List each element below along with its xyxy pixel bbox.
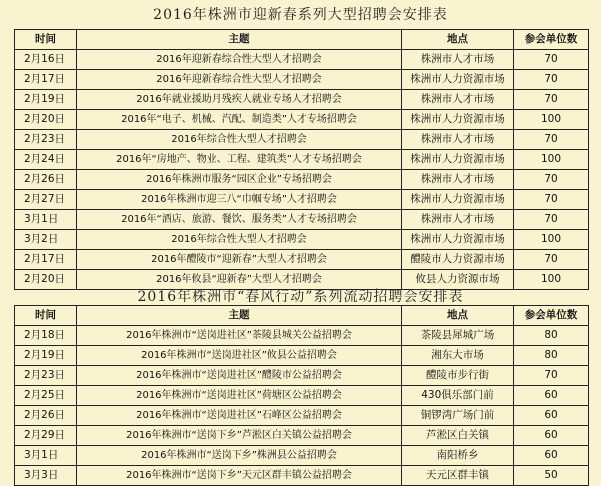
cell-count: 60 bbox=[514, 446, 589, 466]
cell-date: 3月1日 bbox=[15, 446, 77, 466]
cell-count: 60 bbox=[514, 426, 589, 446]
table-row bbox=[15, 446, 589, 466]
cell-theme: 2016年迎新春综合性大型人才招聘会 bbox=[77, 70, 402, 90]
new-year-schedule-table bbox=[14, 29, 589, 290]
cell-date: 2月29日 bbox=[15, 426, 77, 446]
section-title-new-year: 2016年株洲市迎新春系列大型招聘会安排表 bbox=[153, 7, 448, 23]
table-row bbox=[15, 386, 589, 406]
cell-count: 70 bbox=[514, 70, 589, 90]
cell-count: 70 bbox=[514, 50, 589, 70]
table-row bbox=[15, 346, 589, 366]
cell-count: 80 bbox=[514, 346, 589, 366]
cell-date: 3月1日 bbox=[15, 210, 77, 230]
cell-count: 80 bbox=[514, 326, 589, 346]
header-location: 地点 bbox=[402, 30, 514, 50]
cell-date: 2月25日 bbox=[15, 386, 77, 406]
cell-theme: 2016年综合性大型人才招聘会 bbox=[77, 230, 402, 250]
cell-count: 100 bbox=[514, 230, 589, 250]
cell-theme: 2016年攸县“迎新春”大型人才招聘会 bbox=[77, 270, 402, 290]
cell-location: 天元区群丰镇 bbox=[402, 466, 514, 486]
cell-theme: 2016年株洲市服务“园区企业”专场招聘会 bbox=[77, 170, 402, 190]
cell-theme: 2016年株洲市迎三八“巾帼专场”人才招聘会 bbox=[77, 190, 402, 210]
table-row bbox=[15, 326, 589, 346]
cell-count: 70 bbox=[514, 366, 589, 386]
cell-date: 3月2日 bbox=[15, 230, 77, 250]
cell-count: 100 bbox=[514, 150, 589, 170]
cell-count: 70 bbox=[514, 190, 589, 210]
cell-location: 醴陵市人力资源市场 bbox=[402, 250, 514, 270]
cell-theme: 2016年就业援助月残疾人就业专场人才招聘会 bbox=[77, 90, 402, 110]
cell-date: 2月16日 bbox=[15, 50, 77, 70]
cell-count: 60 bbox=[514, 386, 589, 406]
cell-location: 株洲市人才市场 bbox=[402, 50, 514, 70]
cell-count: 100 bbox=[514, 270, 589, 290]
table-row bbox=[15, 250, 589, 270]
cell-count: 100 bbox=[514, 110, 589, 130]
table-row bbox=[15, 210, 589, 230]
table-body bbox=[15, 50, 589, 290]
cell-date: 2月26日 bbox=[15, 406, 77, 426]
section-title-spring-breeze: 2016年株洲市“春风行动”系列流动招聘会安排表 bbox=[137, 289, 464, 305]
cell-date: 2月17日 bbox=[15, 70, 77, 90]
cell-location: 株洲市人力资源市场 bbox=[402, 150, 514, 170]
cell-count: 70 bbox=[514, 90, 589, 110]
cell-theme: 2016年“酒店、旅游、餐饮、服务类”人才专场招聘会 bbox=[77, 210, 402, 230]
cell-location: 南阳桥乡 bbox=[402, 446, 514, 466]
table-row bbox=[15, 230, 589, 250]
cell-location: 株洲市人才市场 bbox=[402, 130, 514, 150]
table-row bbox=[15, 70, 589, 90]
cell-theme: 2016年株洲市“送岗进社区”荷塘区公益招聘会 bbox=[77, 386, 402, 406]
cell-location: 株洲市人力资源市场 bbox=[402, 70, 514, 90]
header-location: 地点 bbox=[402, 306, 514, 326]
cell-count: 60 bbox=[514, 406, 589, 426]
cell-date: 2月20日 bbox=[15, 270, 77, 290]
table-row bbox=[15, 426, 589, 446]
cell-theme: 2016年醴陵市“迎新春”大型人才招聘会 bbox=[77, 250, 402, 270]
header-count: 参会单位数 bbox=[514, 306, 589, 326]
cell-location: 株洲市人才市场 bbox=[402, 170, 514, 190]
cell-theme: 2016年株洲市“送岗进社区”醴陵市公益招聘会 bbox=[77, 366, 402, 386]
cell-theme: 2016年株洲市“送岗进社区”石峰区公益招聘会 bbox=[77, 406, 402, 426]
cell-theme: 2016年株洲市“送岗下乡”天元区群丰镇公益招聘会 bbox=[77, 466, 402, 486]
cell-theme: 2016年“房地产、物业、工程、建筑类”人才专场招聘会 bbox=[77, 150, 402, 170]
cell-location: 430俱乐部门前 bbox=[402, 386, 514, 406]
cell-location: 株洲市人力资源市场 bbox=[402, 230, 514, 250]
cell-location: 株洲市人才市场 bbox=[402, 210, 514, 230]
cell-location: 醴陵市步行街 bbox=[402, 366, 514, 386]
table-row bbox=[15, 366, 589, 386]
table-row bbox=[15, 50, 589, 70]
table-row bbox=[15, 466, 589, 486]
cell-theme: 2016年迎新春综合性大型人才招聘会 bbox=[77, 50, 402, 70]
cell-count: 70 bbox=[514, 130, 589, 150]
cell-theme: 2016年株洲市“送岗下乡”株洲县公益招聘会 bbox=[77, 446, 402, 466]
cell-location: 茶陵县犀城广场 bbox=[402, 326, 514, 346]
cell-count: 70 bbox=[514, 170, 589, 190]
cell-location: 株洲市人才市场 bbox=[402, 90, 514, 110]
cell-theme: 2016年“电子、机械、汽配、制造类”人才专场招聘会 bbox=[77, 110, 402, 130]
cell-date: 2月26日 bbox=[15, 170, 77, 190]
cell-date: 2月24日 bbox=[15, 150, 77, 170]
cell-location: 芦淞区白关镇 bbox=[402, 426, 514, 446]
cell-date: 3月3日 bbox=[15, 466, 77, 486]
table-row bbox=[15, 190, 589, 210]
cell-date: 2月27日 bbox=[15, 190, 77, 210]
table-header-row bbox=[15, 306, 589, 326]
table-row bbox=[15, 150, 589, 170]
table-row bbox=[15, 406, 589, 426]
table-row bbox=[15, 130, 589, 150]
table-row bbox=[15, 110, 589, 130]
cell-location: 株洲市人力资源市场 bbox=[402, 110, 514, 130]
cell-date: 2月18日 bbox=[15, 326, 77, 346]
cell-location: 攸县人力资源市场 bbox=[402, 270, 514, 290]
header-theme: 主题 bbox=[77, 30, 402, 50]
cell-date: 2月19日 bbox=[15, 90, 77, 110]
header-date: 时间 bbox=[15, 30, 77, 50]
cell-date: 2月23日 bbox=[15, 130, 77, 150]
cell-theme: 2016年综合性大型人才招聘会 bbox=[77, 130, 402, 150]
cell-count: 50 bbox=[514, 466, 589, 486]
cell-date: 2月17日 bbox=[15, 250, 77, 270]
table-row bbox=[15, 90, 589, 110]
cell-location: 株洲市人力资源市场 bbox=[402, 190, 514, 210]
cell-date: 2月20日 bbox=[15, 110, 77, 130]
header-theme: 主题 bbox=[77, 306, 402, 326]
header-count: 参会单位数 bbox=[514, 30, 589, 50]
cell-theme: 2016年株洲市“送岗下乡”芦淞区白关镇公益招聘会 bbox=[77, 426, 402, 446]
cell-theme: 2016年株洲市“送岗进社区”茶陵县城关公益招聘会 bbox=[77, 326, 402, 346]
cell-count: 70 bbox=[514, 210, 589, 230]
cell-count: 70 bbox=[514, 250, 589, 270]
table-body bbox=[15, 326, 589, 486]
table-header-row bbox=[15, 30, 589, 50]
header-date: 时间 bbox=[15, 306, 77, 326]
cell-theme: 2016年株洲市“送岗进社区”攸县公益招聘会 bbox=[77, 346, 402, 366]
cell-location: 湘东大市场 bbox=[402, 346, 514, 366]
spring-breeze-schedule-table bbox=[14, 305, 589, 486]
table-row bbox=[15, 170, 589, 190]
cell-date: 2月19日 bbox=[15, 346, 77, 366]
cell-location: 铜锣湾广场门前 bbox=[402, 406, 514, 426]
cell-date: 2月23日 bbox=[15, 366, 77, 386]
